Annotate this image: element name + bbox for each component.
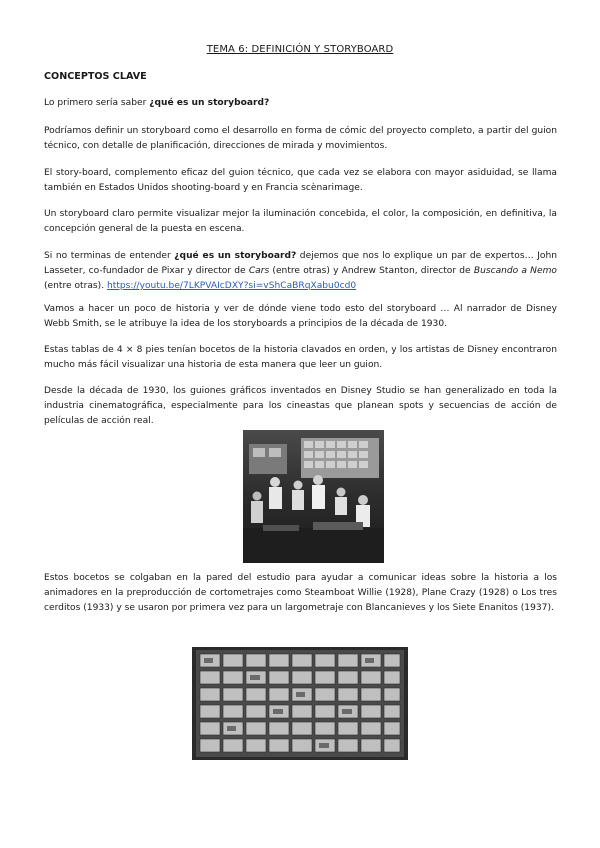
- experts-text-c: (entre otras) y Andrew Stanton, director de: [269, 266, 474, 276]
- paragraph-sketches: Estos bocetos se colgaban en la pared del estudio para ayudar a comunicar ideas sobre la historia a los animadores en la preproducción de cortometrajes como Steamboat Willie (1928), Plane Crazy (1928) o Los tres cerditos (1933) y se usaron por primera vez para un largometraje con Blancanieves y los Siete Enanitos (1937).: [44, 573, 557, 613]
- paragraph-intro: [44, 96, 557, 111]
- paragraph-boards: Estas tablas de 4 × 8 pies tenían bocetos de la historia clavados en orden, y los artistas de Disney encontraron mucho más fácil visualizar una historia de esta manera que leer un guion.: [44, 345, 557, 370]
- experts-question: ¿qué es un storyboard?: [174, 251, 297, 261]
- film-nemo: Buscando a Nemo: [473, 266, 557, 276]
- experts-text-d: (entre otras).: [44, 281, 108, 291]
- paragraph-experts: [44, 249, 557, 294]
- paragraph-history: Vamos a hacer un poco de historia y ver de dónde viene todo esto del storyboard … Al narrador de Disney Webb Smith, se le atribuye la idea de los storyboards a principios de la década de 1930.: [44, 304, 557, 329]
- paragraph-visualize: Un storyboard claro permite visualizar mejor la iluminación concebida, el color, la composición, en definitiva, la concepción general de la puesta en escena.: [44, 209, 557, 234]
- film-cars: Cars: [248, 266, 270, 276]
- paragraph-industry: Desde la década de 1930, los guiones gráficos inventados en Disney Studio se han generalizado en toda la industria cinematográfica, especialmente para los cineastas que planean spots y secuencias de acción de películas de acción real.: [44, 386, 557, 426]
- disney-studio-photo: [243, 430, 384, 563]
- experts-text-a: Si no terminas de entender: [44, 251, 175, 261]
- paragraph-complement: El story-board, complemento eficaz del guion técnico, que cada vez se elabora con mayor asiduidad, se llama también en Estados Unidos shooting-board y en Francia scènarimage.: [44, 168, 557, 193]
- youtube-link[interactable]: https://youtu.be/7LKPVAIcDXY?si=vShCaBRqXabu0cd0: [107, 281, 357, 291]
- page-title: TEMA 6: DEFINICIÓN Y STORYBOARD: [206, 44, 394, 55]
- section-heading: CONCEPTOS CLAVE: [44, 71, 147, 82]
- storyboard-wall-photo: [192, 647, 408, 760]
- experts-text-b: dejemos que nos lo explique un par de expertos… John Lasseter, co-fundador de Pixar y director de: [44, 251, 557, 276]
- intro-question: ¿qué es un storyboard?: [149, 98, 270, 108]
- paragraph-definition: Podríamos definir un storyboard como el desarrollo en forma de cómic del proyecto completo, a partir del guion técnico, con detalle de planificación, direcciones de mirada y movimientos.: [44, 126, 557, 151]
- intro-text: Lo primero sería saber: [44, 98, 150, 108]
